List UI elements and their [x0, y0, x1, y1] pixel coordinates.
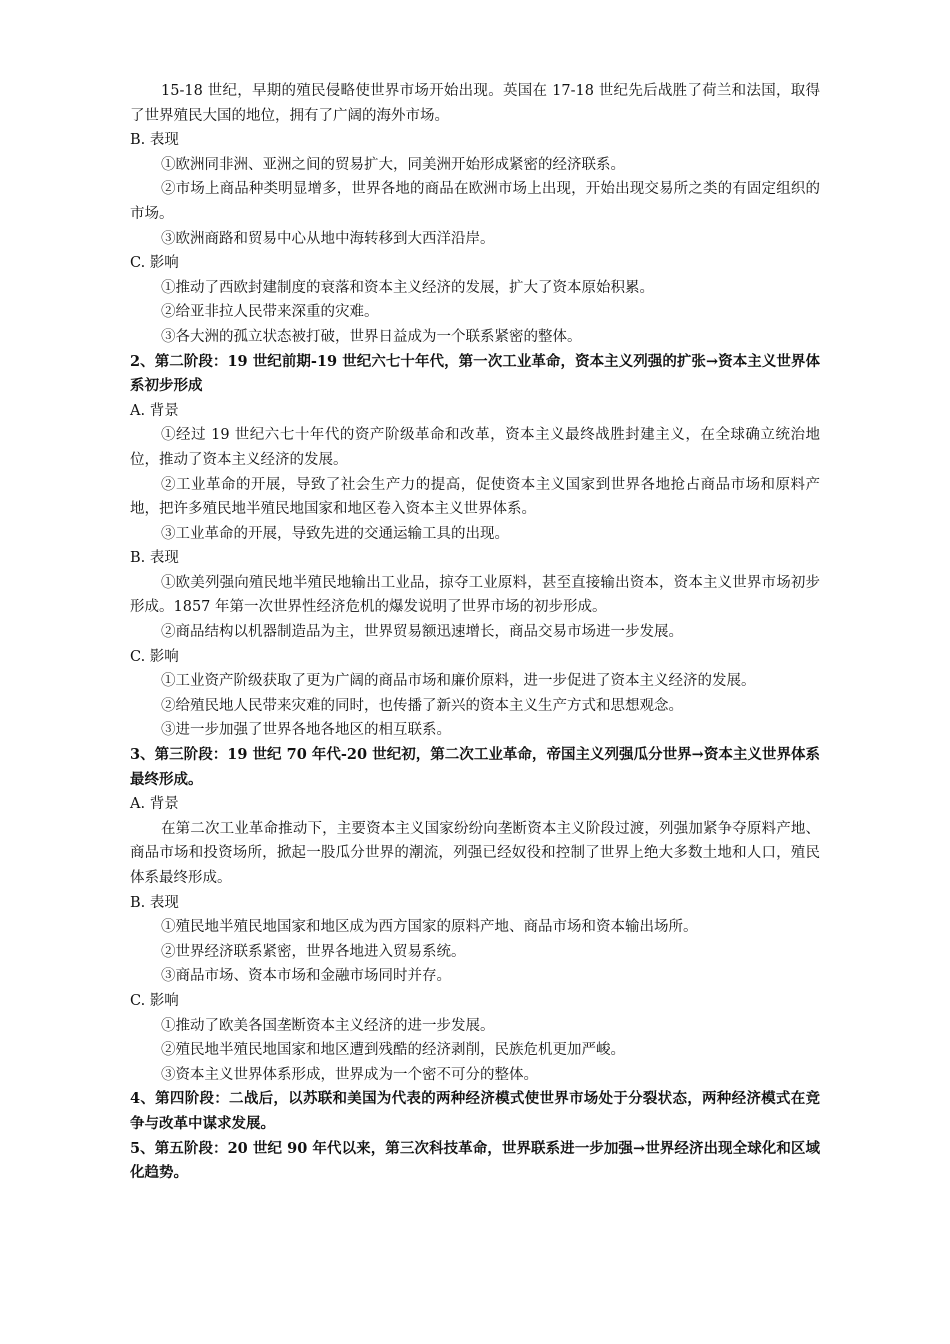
section-label-performance: B. 表现 — [130, 132, 179, 149]
list-item: ②工业革命的开展，导致了社会生产力的提高，促使资本主义国家到世界各地抢占商品市场和原料产地，把许多殖民地半殖民地国家和地区卷入资本主义世界体系。 — [130, 476, 820, 518]
list-item: ①欧洲同非洲、亚洲之间的贸易扩大，同美洲开始形成紧密的经济联系。 — [161, 156, 625, 173]
stage-4-heading: 4、第四阶段：二战后，以苏联和美国为代表的两种经济模式使世界市场处于分裂状态，两种经济模式在竞争与改革中谋求发展。 — [130, 1090, 820, 1132]
list-item: ①殖民地半殖民地国家和地区成为西方国家的原料产地、商品市场和资本输出场所。 — [161, 919, 698, 936]
list-item: ①欧美列强向殖民地半殖民地输出工业品，掠夺工业原料，甚至直接输出资本，资本主义世界市场初步形成。1857 年第一次世界性经济危机的爆发说明了世界市场的初步形成。 — [130, 574, 820, 616]
list-item: ③工业革命的开展，导致先进的交通运输工具的出现。 — [161, 525, 509, 542]
section-label-impact: C. 影响 — [130, 255, 179, 272]
list-item: ①经过 19 世纪六七十年代的资产阶级革命和改革，资本主义最终战胜封建主义，在全球确立统治地位，推动了资本主义经济的发展。 — [130, 427, 820, 468]
section-label-background: A. 背景 — [130, 402, 179, 419]
section-label-background: A. 背景 — [130, 796, 179, 813]
list-item: ②给殖民地人民带来灾难的同时，也传播了新兴的资本主义生产方式和思想观念。 — [161, 697, 683, 714]
list-item: ②世界经济联系紧密，世界各地进入贸易系统。 — [161, 943, 466, 960]
list-item: ③商品市场、资本市场和金融市场同时并存。 — [161, 968, 451, 985]
stage-5-heading: 5、第五阶段：20 世纪 90 年代以来，第三次科技革命，世界联系进一步加强→世界经济出现全球化和区域化趋势。 — [130, 1139, 820, 1182]
list-item: ③欧洲商路和贸易中心从地中海转移到大西洋沿岸。 — [161, 230, 495, 247]
list-item: ①推动了西欧封建制度的衰落和资本主义经济的发展，扩大了资本原始积累。 — [161, 279, 654, 296]
list-item: ②商品结构以机器制造品为主，世界贸易额迅速增长，商品交易市场进一步发展。 — [161, 624, 683, 641]
list-item: ①工业资产阶级获取了更为广阔的商品市场和廉价原料，进一步促进了资本主义经济的发展。 — [161, 673, 756, 690]
intro-paragraph: 15-18 世纪，早期的殖民侵略使世界市场开始出现。英国在 17-18 世纪先后战胜了荷兰和法国，取得了世界殖民大国的地位，拥有了广阔的海外市场。 — [130, 83, 820, 124]
background-paragraph: 在第二次工业革命推动下，主要资本主义国家纷纷向垄断资本主义阶段过渡，列强加紧争夺原料产地、商品市场和投资场所，掀起一股瓜分世界的潮流，列强已经奴役和控制了世界上绝大多数土地和人口，殖民体系最终形成。 — [130, 820, 820, 886]
section-label-performance: B. 表现 — [130, 894, 179, 911]
stage-3-heading: 3、第三阶段：19 世纪 70 年代-20 世纪初，第二次工业革命，帝国主义列强瓜分世界→资本主义世界体系最终形成。 — [130, 746, 820, 788]
stage-2-heading: 2、第二阶段：19 世纪前期-19 世纪六七十年代，第一次工业革命，资本主义列强的扩张→资本主义世界体系初步形成 — [130, 352, 820, 395]
section-label-performance: B. 表现 — [130, 550, 179, 567]
document-page — [130, 79, 820, 1186]
section-label-impact: C. 影响 — [130, 648, 179, 665]
list-item: ②殖民地半殖民地国家和地区遭到残酷的经济剥削，民族危机更加严峻。 — [161, 1042, 625, 1059]
list-item: ②给亚非拉人民带来深重的灾难。 — [161, 304, 379, 321]
section-label-impact: C. 影响 — [130, 992, 179, 1009]
list-item: ③资本主义世界体系形成，世界成为一个密不可分的整体。 — [161, 1066, 538, 1083]
list-item: ②市场上商品种类明显增多，世界各地的商品在欧洲市场上出现，开始出现交易所之类的有固定组织的市场。 — [130, 181, 820, 222]
list-item: ①推动了欧美各国垄断资本主义经济的进一步发展。 — [161, 1017, 495, 1034]
list-item: ③进一步加强了世界各地各地区的相互联系。 — [161, 722, 451, 739]
list-item: ③各大洲的孤立状态被打破，世界日益成为一个联系紧密的整体。 — [161, 328, 582, 345]
